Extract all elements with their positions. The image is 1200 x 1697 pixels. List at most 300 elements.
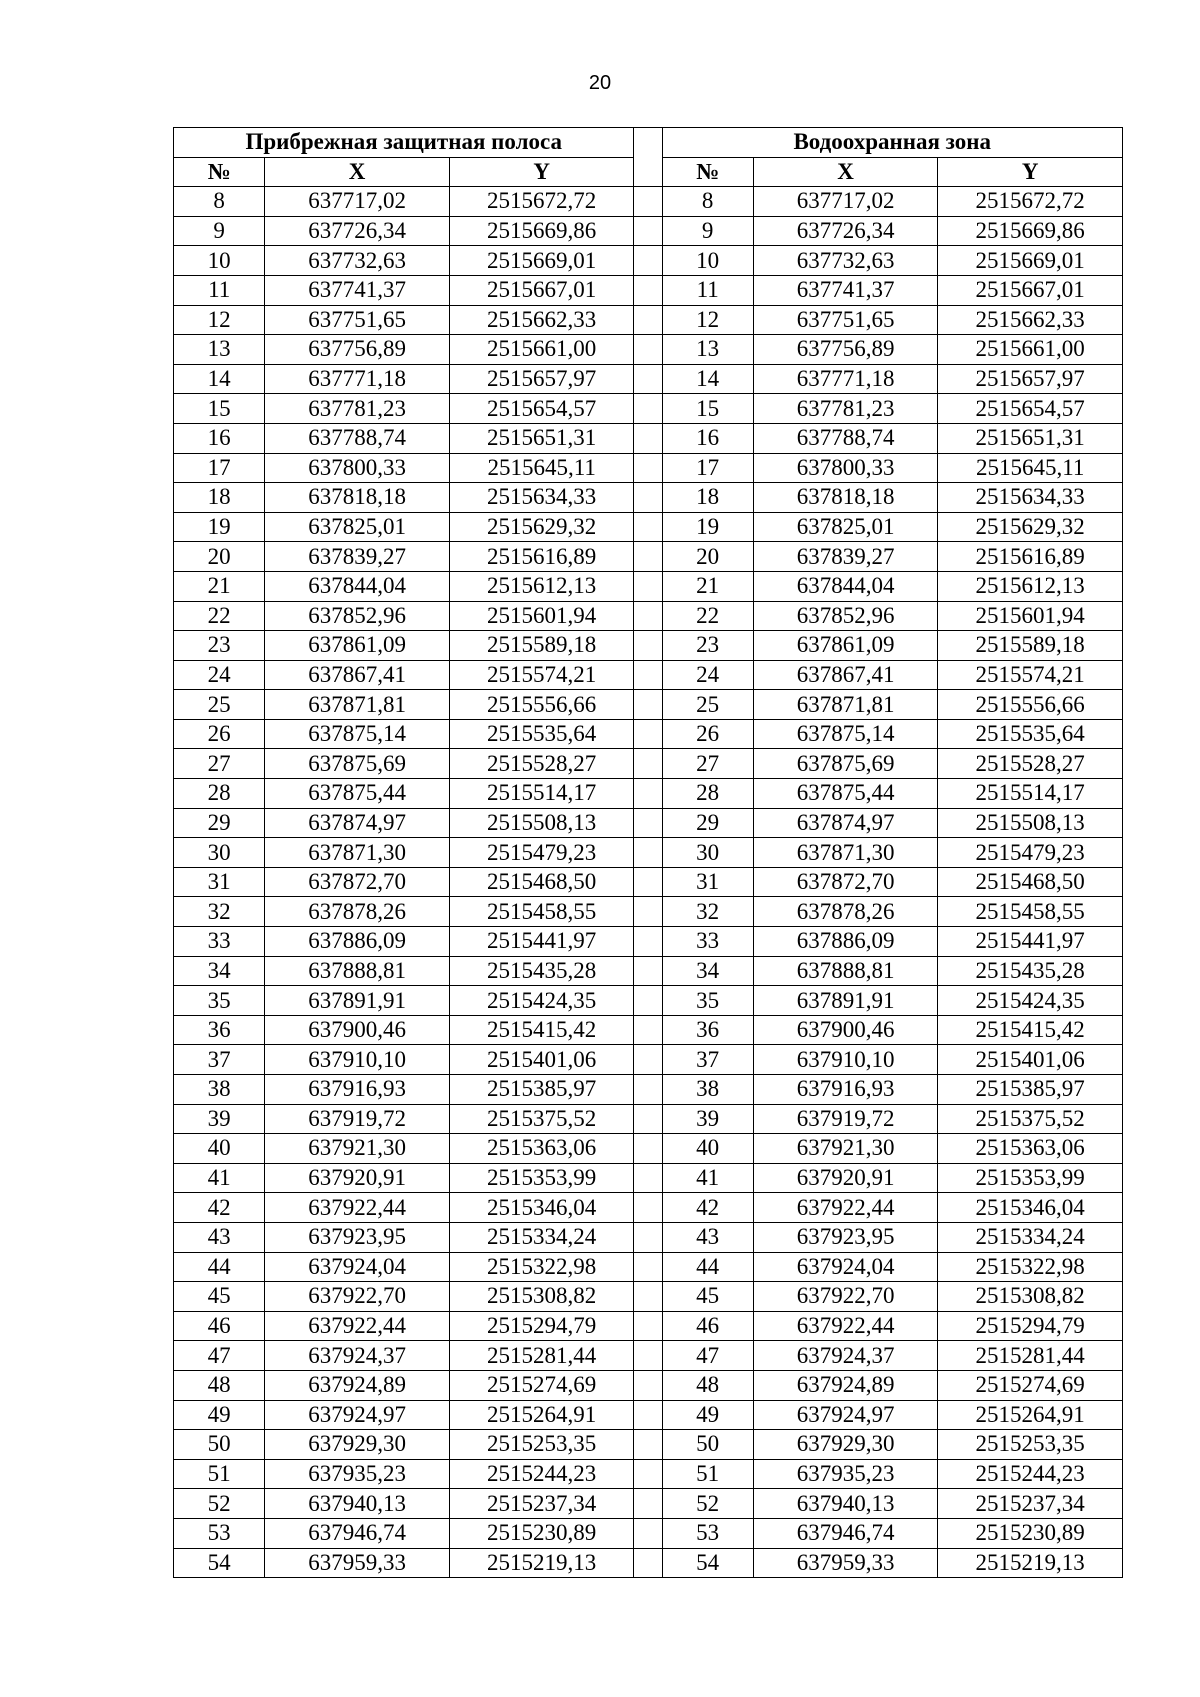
table-gap — [634, 128, 662, 187]
gap-cell — [634, 542, 662, 572]
left-y-cell: 2515424,35 — [449, 986, 634, 1016]
left-y-cell: 2515669,01 — [449, 246, 634, 276]
right-num-cell: 8 — [662, 187, 753, 217]
left-y-cell: 2515244,23 — [449, 1459, 634, 1489]
left-x-cell: 637839,27 — [265, 542, 450, 572]
gap-cell — [634, 690, 662, 720]
right-x-cell: 637924,04 — [753, 1252, 938, 1282]
right-y-cell: 2515441,97 — [938, 927, 1123, 957]
left-x-cell: 637874,97 — [265, 808, 450, 838]
right-y-cell: 2515662,33 — [938, 305, 1123, 335]
left-x-cell: 637924,89 — [265, 1370, 450, 1400]
left-num-cell: 31 — [174, 867, 265, 897]
gap-cell — [634, 1222, 662, 1252]
table-row — [174, 1489, 1123, 1519]
left-num-cell: 40 — [174, 1134, 265, 1164]
left-num-cell: 28 — [174, 779, 265, 809]
right-x-cell: 637732,63 — [753, 246, 938, 276]
right-num-cell: 51 — [662, 1459, 753, 1489]
left-x-cell: 637910,10 — [265, 1045, 450, 1075]
left-num-cell: 51 — [174, 1459, 265, 1489]
right-num-cell: 38 — [662, 1075, 753, 1105]
right-num-cell: 20 — [662, 542, 753, 572]
left-x-cell: 637771,18 — [265, 364, 450, 394]
left-y-cell: 2515556,66 — [449, 690, 634, 720]
left-y-cell: 2515230,89 — [449, 1518, 634, 1548]
right-y-cell: 2515353,99 — [938, 1163, 1123, 1193]
gap-cell — [634, 1045, 662, 1075]
table-row — [174, 187, 1123, 217]
right-num-cell: 46 — [662, 1311, 753, 1341]
right-y-cell: 2515616,89 — [938, 542, 1123, 572]
left-num-cell: 26 — [174, 719, 265, 749]
right-num-cell: 32 — [662, 897, 753, 927]
left-x-cell: 637871,81 — [265, 690, 450, 720]
gap-cell — [634, 1252, 662, 1282]
left-x-cell: 637929,30 — [265, 1430, 450, 1460]
left-y-cell: 2515385,97 — [449, 1075, 634, 1105]
right-num-cell: 43 — [662, 1222, 753, 1252]
left-x-cell: 637741,37 — [265, 275, 450, 305]
left-x-cell: 637922,44 — [265, 1193, 450, 1223]
right-x-cell: 637771,18 — [753, 364, 938, 394]
gap-cell — [634, 1518, 662, 1548]
gap-cell — [634, 631, 662, 661]
table-row — [174, 246, 1123, 276]
table-row — [174, 660, 1123, 690]
table-row — [174, 1134, 1123, 1164]
left-x-cell: 637751,65 — [265, 305, 450, 335]
left-num-cell: 10 — [174, 246, 265, 276]
right-y-cell: 2515230,89 — [938, 1518, 1123, 1548]
left-num-cell: 25 — [174, 690, 265, 720]
left-num-cell: 30 — [174, 838, 265, 868]
right-y-cell: 2515401,06 — [938, 1045, 1123, 1075]
right-y-cell: 2515219,13 — [938, 1548, 1123, 1578]
right-num-cell: 10 — [662, 246, 753, 276]
left-num-cell: 20 — [174, 542, 265, 572]
gap-cell — [634, 187, 662, 217]
left-x-cell: 637756,89 — [265, 335, 450, 365]
right-x-cell: 637872,70 — [753, 867, 938, 897]
right-x-cell: 637946,74 — [753, 1518, 938, 1548]
right-num-cell: 14 — [662, 364, 753, 394]
right-y-cell: 2515667,01 — [938, 275, 1123, 305]
right-num-cell: 35 — [662, 986, 753, 1016]
table-row — [174, 749, 1123, 779]
left-y-cell: 2515334,24 — [449, 1222, 634, 1252]
table-row — [174, 1222, 1123, 1252]
left-num-cell: 14 — [174, 364, 265, 394]
table-row — [174, 1193, 1123, 1223]
right-x-cell: 637875,69 — [753, 749, 938, 779]
right-x-cell: 637910,10 — [753, 1045, 938, 1075]
left-num-cell: 23 — [174, 631, 265, 661]
left-y-cell: 2515601,94 — [449, 601, 634, 631]
gap-cell — [634, 1370, 662, 1400]
left-x-cell: 637867,41 — [265, 660, 450, 690]
left-y-cell: 2515654,57 — [449, 394, 634, 424]
right-x-cell: 637916,93 — [753, 1075, 938, 1105]
gap-cell — [634, 986, 662, 1016]
right-num-cell: 41 — [662, 1163, 753, 1193]
left-num-cell: 32 — [174, 897, 265, 927]
left-num-cell: 41 — [174, 1163, 265, 1193]
gap-cell — [634, 216, 662, 246]
right-x-cell: 637935,23 — [753, 1459, 938, 1489]
left-x-cell: 637900,46 — [265, 1015, 450, 1045]
right-num-cell: 26 — [662, 719, 753, 749]
gap-cell — [634, 1341, 662, 1371]
left-num-cell: 50 — [174, 1430, 265, 1460]
table-row — [174, 927, 1123, 957]
left-x-cell: 637871,30 — [265, 838, 450, 868]
right-x-cell: 637878,26 — [753, 897, 938, 927]
left-x-cell: 637844,04 — [265, 571, 450, 601]
left-x-cell: 637924,37 — [265, 1341, 450, 1371]
table-row — [174, 1104, 1123, 1134]
table-row — [174, 542, 1123, 572]
table-title-row — [174, 128, 1123, 158]
left-num-cell: 38 — [174, 1075, 265, 1105]
right-num-cell: 42 — [662, 1193, 753, 1223]
right-y-cell: 2515612,13 — [938, 571, 1123, 601]
left-num-cell: 17 — [174, 453, 265, 483]
left-x-header: X — [265, 157, 450, 187]
left-num-cell: 34 — [174, 956, 265, 986]
table-row — [174, 1430, 1123, 1460]
right-x-cell: 637800,33 — [753, 453, 938, 483]
right-y-cell: 2515669,01 — [938, 246, 1123, 276]
right-y-cell: 2515281,44 — [938, 1341, 1123, 1371]
left-num-cell: 11 — [174, 275, 265, 305]
table-row — [174, 690, 1123, 720]
table-row — [174, 335, 1123, 365]
left-x-cell: 637888,81 — [265, 956, 450, 986]
left-x-cell: 637781,23 — [265, 394, 450, 424]
table-row — [174, 897, 1123, 927]
page-number: 20 — [588, 72, 612, 94]
right-y-header: Y — [938, 157, 1123, 187]
left-y-cell: 2515535,64 — [449, 719, 634, 749]
right-y-cell: 2515334,24 — [938, 1222, 1123, 1252]
right-num-cell: 13 — [662, 335, 753, 365]
right-num-cell: 25 — [662, 690, 753, 720]
left-num-cell: 48 — [174, 1370, 265, 1400]
table-row — [174, 453, 1123, 483]
right-num-cell: 37 — [662, 1045, 753, 1075]
table-row — [174, 1015, 1123, 1045]
left-x-cell: 637872,70 — [265, 867, 450, 897]
table-row — [174, 867, 1123, 897]
right-x-cell: 637922,44 — [753, 1193, 938, 1223]
right-y-cell: 2515508,13 — [938, 808, 1123, 838]
left-y-cell: 2515322,98 — [449, 1252, 634, 1282]
left-y-cell: 2515458,55 — [449, 897, 634, 927]
gap-cell — [634, 719, 662, 749]
left-num-cell: 18 — [174, 483, 265, 513]
left-y-cell: 2515264,91 — [449, 1400, 634, 1430]
right-x-cell: 637781,23 — [753, 394, 938, 424]
right-num-cell: 52 — [662, 1489, 753, 1519]
left-y-cell: 2515657,97 — [449, 364, 634, 394]
gap-cell — [634, 305, 662, 335]
left-x-cell: 637717,02 — [265, 187, 450, 217]
left-y-cell: 2515219,13 — [449, 1548, 634, 1578]
left-y-cell: 2515294,79 — [449, 1311, 634, 1341]
right-x-cell: 637875,44 — [753, 779, 938, 809]
right-num-header: № — [662, 157, 753, 187]
left-x-cell: 637886,09 — [265, 927, 450, 957]
left-x-cell: 637919,72 — [265, 1104, 450, 1134]
left-num-cell: 53 — [174, 1518, 265, 1548]
gap-cell — [634, 1015, 662, 1045]
left-x-cell: 637946,74 — [265, 1518, 450, 1548]
right-num-cell: 29 — [662, 808, 753, 838]
left-y-cell: 2515661,00 — [449, 335, 634, 365]
right-x-cell: 637874,97 — [753, 808, 938, 838]
right-num-cell: 54 — [662, 1548, 753, 1578]
left-y-cell: 2515589,18 — [449, 631, 634, 661]
left-table-title: Прибрежная защитная полоса — [174, 128, 634, 158]
table-row — [174, 719, 1123, 749]
left-num-cell: 35 — [174, 986, 265, 1016]
right-x-header: X — [753, 157, 938, 187]
left-num-header: № — [174, 157, 265, 187]
right-num-cell: 44 — [662, 1252, 753, 1282]
left-num-cell: 12 — [174, 305, 265, 335]
table-row — [174, 1400, 1123, 1430]
left-num-cell: 42 — [174, 1193, 265, 1223]
right-num-cell: 17 — [662, 453, 753, 483]
left-y-cell: 2515353,99 — [449, 1163, 634, 1193]
right-x-cell: 637741,37 — [753, 275, 938, 305]
coordinates-table — [173, 127, 1123, 1578]
left-y-cell: 2515253,35 — [449, 1430, 634, 1460]
left-x-cell: 637878,26 — [265, 897, 450, 927]
left-num-cell: 52 — [174, 1489, 265, 1519]
left-num-cell: 39 — [174, 1104, 265, 1134]
right-y-cell: 2515308,82 — [938, 1282, 1123, 1312]
left-num-cell: 49 — [174, 1400, 265, 1430]
left-x-cell: 637825,01 — [265, 512, 450, 542]
table-row — [174, 1459, 1123, 1489]
left-num-cell: 33 — [174, 927, 265, 957]
left-x-cell: 637861,09 — [265, 631, 450, 661]
table-row — [174, 779, 1123, 809]
gap-cell — [634, 749, 662, 779]
left-x-cell: 637924,04 — [265, 1252, 450, 1282]
right-x-cell: 637924,89 — [753, 1370, 938, 1400]
left-y-header: Y — [449, 157, 634, 187]
right-num-cell: 19 — [662, 512, 753, 542]
right-y-cell: 2515264,91 — [938, 1400, 1123, 1430]
gap-cell — [634, 423, 662, 453]
right-num-cell: 22 — [662, 601, 753, 631]
right-y-cell: 2515589,18 — [938, 631, 1123, 661]
right-num-cell: 27 — [662, 749, 753, 779]
right-x-cell: 637959,33 — [753, 1548, 938, 1578]
gap-cell — [634, 956, 662, 986]
left-y-cell: 2515281,44 — [449, 1341, 634, 1371]
left-x-cell: 637922,70 — [265, 1282, 450, 1312]
right-num-cell: 47 — [662, 1341, 753, 1371]
gap-cell — [634, 335, 662, 365]
left-num-cell: 37 — [174, 1045, 265, 1075]
left-num-cell: 9 — [174, 216, 265, 246]
right-x-cell: 637924,97 — [753, 1400, 938, 1430]
table-row — [174, 1341, 1123, 1371]
right-x-cell: 637921,30 — [753, 1134, 938, 1164]
right-x-cell: 637919,72 — [753, 1104, 938, 1134]
right-x-cell: 637726,34 — [753, 216, 938, 246]
left-num-cell: 36 — [174, 1015, 265, 1045]
left-y-cell: 2515468,50 — [449, 867, 634, 897]
left-num-cell: 27 — [174, 749, 265, 779]
left-x-cell: 637875,44 — [265, 779, 450, 809]
left-y-cell: 2515308,82 — [449, 1282, 634, 1312]
left-x-cell: 637920,91 — [265, 1163, 450, 1193]
left-y-cell: 2515237,34 — [449, 1489, 634, 1519]
right-x-cell: 637852,96 — [753, 601, 938, 631]
right-num-cell: 24 — [662, 660, 753, 690]
right-y-cell: 2515468,50 — [938, 867, 1123, 897]
gap-cell — [634, 660, 662, 690]
gap-cell — [634, 394, 662, 424]
gap-cell — [634, 1400, 662, 1430]
right-num-cell: 50 — [662, 1430, 753, 1460]
right-x-cell: 637922,44 — [753, 1311, 938, 1341]
table-row — [174, 631, 1123, 661]
left-x-cell: 637875,14 — [265, 719, 450, 749]
right-y-cell: 2515274,69 — [938, 1370, 1123, 1400]
left-y-cell: 2515528,27 — [449, 749, 634, 779]
gap-cell — [634, 808, 662, 838]
right-num-cell: 12 — [662, 305, 753, 335]
right-num-cell: 15 — [662, 394, 753, 424]
right-x-cell: 637888,81 — [753, 956, 938, 986]
left-x-cell: 637922,44 — [265, 1311, 450, 1341]
right-x-cell: 637751,65 — [753, 305, 938, 335]
right-x-cell: 637788,74 — [753, 423, 938, 453]
right-table-title: Водоохранная зона — [662, 128, 1122, 158]
right-num-cell: 36 — [662, 1015, 753, 1045]
table-row — [174, 1075, 1123, 1105]
left-y-cell: 2515662,33 — [449, 305, 634, 335]
left-x-cell: 637923,95 — [265, 1222, 450, 1252]
right-y-cell: 2515424,35 — [938, 986, 1123, 1016]
left-y-cell: 2515363,06 — [449, 1134, 634, 1164]
left-num-cell: 13 — [174, 335, 265, 365]
right-x-cell: 637871,30 — [753, 838, 938, 868]
table-row — [174, 571, 1123, 601]
right-x-cell: 637920,91 — [753, 1163, 938, 1193]
right-y-cell: 2515535,64 — [938, 719, 1123, 749]
left-x-cell: 637959,33 — [265, 1548, 450, 1578]
right-num-cell: 49 — [662, 1400, 753, 1430]
right-x-cell: 637756,89 — [753, 335, 938, 365]
right-y-cell: 2515479,23 — [938, 838, 1123, 868]
right-y-cell: 2515629,32 — [938, 512, 1123, 542]
table-row — [174, 1311, 1123, 1341]
gap-cell — [634, 1163, 662, 1193]
table-row — [174, 275, 1123, 305]
left-y-cell: 2515629,32 — [449, 512, 634, 542]
right-num-cell: 11 — [662, 275, 753, 305]
left-num-cell: 45 — [174, 1282, 265, 1312]
right-x-cell: 637867,41 — [753, 660, 938, 690]
right-y-cell: 2515322,98 — [938, 1252, 1123, 1282]
table-row — [174, 423, 1123, 453]
right-x-cell: 637886,09 — [753, 927, 938, 957]
right-y-cell: 2515651,31 — [938, 423, 1123, 453]
left-y-cell: 2515346,04 — [449, 1193, 634, 1223]
right-x-cell: 637900,46 — [753, 1015, 938, 1045]
gap-cell — [634, 364, 662, 394]
right-y-cell: 2515385,97 — [938, 1075, 1123, 1105]
right-num-cell: 45 — [662, 1282, 753, 1312]
gap-cell — [634, 1489, 662, 1519]
left-x-cell: 637726,34 — [265, 216, 450, 246]
right-num-cell: 48 — [662, 1370, 753, 1400]
right-num-cell: 28 — [662, 779, 753, 809]
left-x-cell: 637891,91 — [265, 986, 450, 1016]
gap-cell — [634, 927, 662, 957]
left-x-cell: 637732,63 — [265, 246, 450, 276]
left-x-cell: 637940,13 — [265, 1489, 450, 1519]
right-num-cell: 18 — [662, 483, 753, 513]
table-row — [174, 1163, 1123, 1193]
left-num-cell: 24 — [174, 660, 265, 690]
right-y-cell: 2515237,34 — [938, 1489, 1123, 1519]
left-y-cell: 2515574,21 — [449, 660, 634, 690]
table-row — [174, 394, 1123, 424]
left-y-cell: 2515479,23 — [449, 838, 634, 868]
table-row — [174, 601, 1123, 631]
gap-cell — [634, 838, 662, 868]
table-row — [174, 808, 1123, 838]
gap-cell — [634, 512, 662, 542]
right-x-cell: 637839,27 — [753, 542, 938, 572]
gap-cell — [634, 571, 662, 601]
right-y-cell: 2515253,35 — [938, 1430, 1123, 1460]
left-y-cell: 2515375,52 — [449, 1104, 634, 1134]
right-y-cell: 2515514,17 — [938, 779, 1123, 809]
left-x-cell: 637935,23 — [265, 1459, 450, 1489]
table-row — [174, 216, 1123, 246]
left-y-cell: 2515634,33 — [449, 483, 634, 513]
table-row — [174, 364, 1123, 394]
gap-cell — [634, 275, 662, 305]
right-y-cell: 2515435,28 — [938, 956, 1123, 986]
right-y-cell: 2515661,00 — [938, 335, 1123, 365]
right-y-cell: 2515294,79 — [938, 1311, 1123, 1341]
table-row — [174, 1282, 1123, 1312]
gap-cell — [634, 1075, 662, 1105]
gap-cell — [634, 246, 662, 276]
right-y-cell: 2515601,94 — [938, 601, 1123, 631]
gap-cell — [634, 867, 662, 897]
gap-cell — [634, 1430, 662, 1460]
left-y-cell: 2515401,06 — [449, 1045, 634, 1075]
right-x-cell: 637923,95 — [753, 1222, 938, 1252]
right-x-cell: 637924,37 — [753, 1341, 938, 1371]
left-x-cell: 637916,93 — [265, 1075, 450, 1105]
right-y-cell: 2515244,23 — [938, 1459, 1123, 1489]
right-y-cell: 2515654,57 — [938, 394, 1123, 424]
table-row — [174, 1252, 1123, 1282]
right-x-cell: 637861,09 — [753, 631, 938, 661]
